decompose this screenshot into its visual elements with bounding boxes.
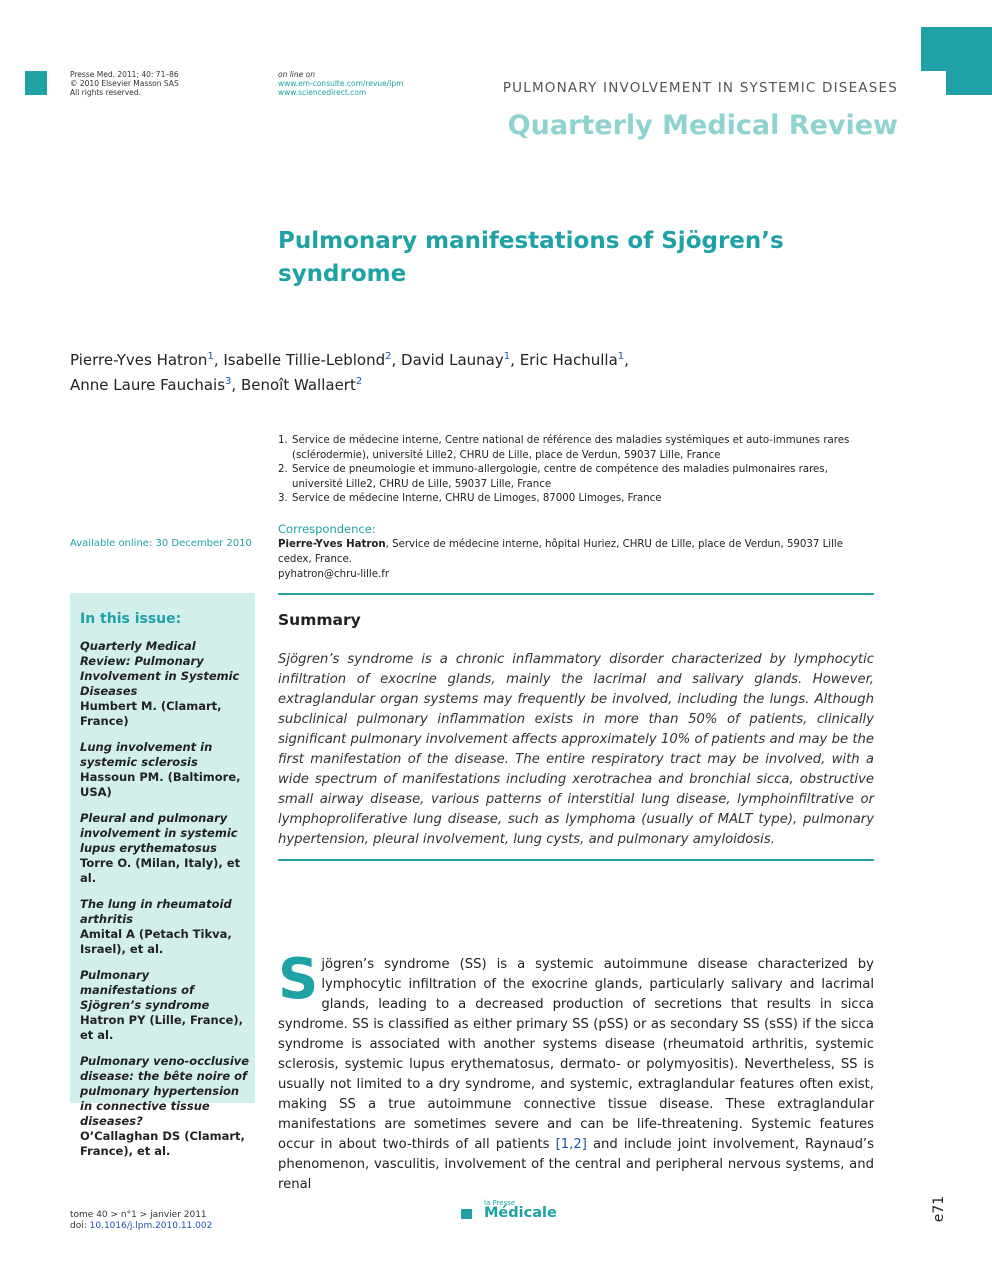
in-this-issue-heading: In this issue:: [80, 611, 182, 627]
copyright: © 2010 Elsevier Masson SAS: [70, 79, 179, 88]
online-link[interactable]: www.sciencedirect.com: [278, 88, 367, 97]
author: David Launay$^1$: [401, 351, 511, 369]
drop-cap: S: [278, 947, 319, 1012]
online-label: on line on: [278, 70, 315, 79]
author-list: Pierre-Yves Hatron$^1$, Isabelle Tillie-Leblond$^2$, David Launay$^1$, Eric Hachulla$^1$, Anne Laure Fauchais$^3$, Benoît Wallaert$^2$: [70, 351, 629, 394]
article-title: Pulmonary manifestations of Sjögren’s syndrome: [278, 228, 784, 287]
author: Benoît Wallaert$^2$: [240, 376, 363, 394]
issue-entry[interactable]: Lung involvement in systemic sclerosis Hassoun PM. (Baltimore, USA): [80, 740, 241, 799]
rights: All rights reserved.: [70, 88, 141, 97]
correspondence-text: Pierre-Yves Hatron, Service de médecine interne, hôpital Huriez, CHRU de Lille, place de Verdun, 59037 Lille cedex, France. pyhatron@chru-lille.fr: [278, 539, 844, 580]
affiliation: 1. Service de médecine interne, Centre national de référence des maladies systémiques et auto-immunes rares (sclérodermie), université Lille2, CHRU de Lille, place de Verdun, 59037 Lille, France: [278, 435, 850, 461]
body-text: Sjögren’s syndrome (SS) is a systemic autoimmune disease characterized by lymphocytic infiltration of the exocrine glands, particularly salivary and lacrimal glands, leading to a decreased production of secretions that results in sicca syndrome. SS is classified as either primary SS (pSS) or as secondary SS (sSS) if the sicca syndrome is associated with another systems disease (rheumatoid arthritis, systemic sclerosis, systemic lupus erythematosus, dermato- or polymyositis). Nevertheless, SS is usually not limited to a dry syndrome, and systemic, extraglandular features often exist, making SS a true autoimmune connective tissue disease. These extraglandular manifestations are sometimes severe and can be life-threatening. Systemic features occur in about two-thirds of all patients [1,2] and include joint involvement, Raynaud’s phenomenon, vasculitis, involvement of the central and peripheral nervous systems, and renal: [278, 947, 874, 1192]
summary-rule-top: [278, 593, 874, 595]
section-heading: PULMONARY INVOLVEMENT IN SYSTEMIC DISEASES: [502, 80, 898, 96]
affiliation: 3. Service de médecine Interne, CHRU de Limoges, 87000 Limoges, France: [278, 493, 662, 504]
journal-meta: [70, 70, 179, 97]
citation: Presse Med. 2011; 40: 71–86: [70, 70, 179, 79]
author: Pierre-Yves Hatron$^1$: [70, 351, 214, 369]
issue-entry[interactable]: The lung in rheumatoid arthritis Amital A (Petach Tikva, Israel), et al.: [80, 897, 232, 956]
logo-square: [461, 1209, 472, 1219]
doi-link[interactable]: 10.1016/j.lpm.2010.11.002: [89, 1221, 213, 1231]
issue-entry[interactable]: Pulmonary veno-occlusive disease: the bête noire of pulmonary hypertension in connective tissue diseases? O’Callaghan DS (Clamart, France), et al.: [80, 1054, 250, 1158]
correspondence-name: Pierre-Yves Hatron: [278, 539, 386, 550]
available-online: Available online: 30 December 2010: [70, 538, 252, 549]
summary-rule-bottom: [278, 859, 874, 861]
page-number: e71: [931, 1195, 947, 1223]
online-meta: [278, 70, 403, 97]
affiliation-list: [278, 434, 874, 507]
correspondence-label: Correspondence:: [278, 522, 376, 536]
summary-text: Sjögren’s syndrome is a chronic inflammatory disorder characterized by lymphocytic infiltration of exocrine glands, mainly the lacrimal and salivary glands. However, extraglandular organ systems may frequently be involved, including the lungs. Although subclinical pulmonary inflammation exists in more than 50% of patients, clinically significant pulmonary involvement affects approximately 10% of patients and may be the first manifestation of the disease. The entire respiratory tract may be involved, with a wide spectrum of manifestations including xerotrachea and bronchial sicca, obstructive small airway disease, various patterns of interstitial lung disease, lymphoinfiltrative or lymphoproliferative lung disease, such as lymphoma (usually of MALT type), pulmonary hypertension, pleural involvement, lung cysts, and pulmonary amyloidosis.: [278, 652, 874, 847]
in-this-issue-box: [70, 593, 255, 1158]
author: Isabelle Tillie-Leblond$^2$: [223, 351, 392, 369]
reference-link[interactable]: [1,2]: [555, 1137, 587, 1152]
correspondence-email[interactable]: pyhatron@chru-lille.fr: [278, 569, 390, 580]
affiliation: 2. Service de pneumologie et immuno-allergologie, centre de compétence des maladies pulmonaires rares, université Lille2, CHRU de Lille, 59037 Lille, France: [278, 464, 828, 490]
issue-entry[interactable]: Pleural and pulmonary involvement in systemic lupus erythematosus Torre O. (Milan, Italy), et al.: [80, 811, 241, 885]
issue-entry[interactable]: Quarterly Medical Review: Pulmonary Involvement in Systemic Diseases Humbert M. (Clamart, France): [80, 639, 240, 728]
author: Anne Laure Fauchais$^3$: [70, 376, 232, 394]
online-link[interactable]: www.em-consulte.com/revue/lpm: [278, 79, 404, 88]
author: Eric Hachulla$^1$: [519, 351, 625, 369]
logo-main-text: Médicale: [484, 1205, 557, 1221]
issue-entry[interactable]: Pulmonary manifestations of Sjögren’s syndrome Hatron PY (Lille, France), et al.: [80, 968, 243, 1042]
corner-block-left: [25, 71, 47, 95]
footer-issue: tome 40 > n°1 > janvier 2011 doi: 10.1016/j.lpm.2010.11.002: [70, 1210, 213, 1231]
review-title: Quarterly Medical Review: [507, 110, 898, 141]
corner-block-right-cut: [921, 71, 946, 95]
logo-small-text: la Presse: [484, 1199, 516, 1207]
summary-heading: Summary: [278, 611, 361, 629]
